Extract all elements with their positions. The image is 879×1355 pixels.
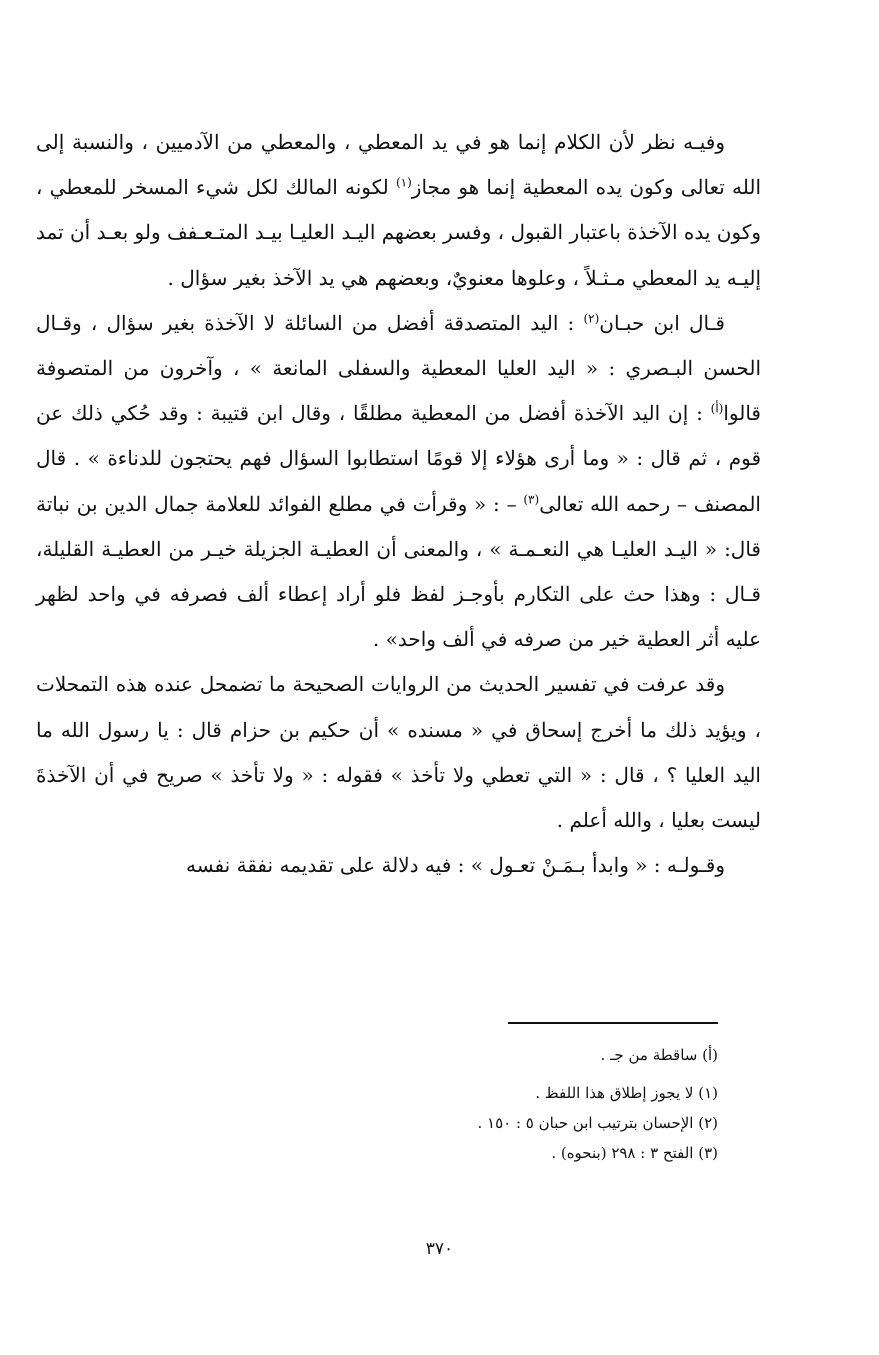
paragraph-4: وقـولـه : « وابدأ بـمَـنْ تعـول » : فيه دلالة على تقديمه نفقة نفسه	[185, 853, 725, 878]
footnote-3: (٣) الفتح ٣ : ٢٩٨ (بنحوه) .	[551, 1144, 718, 1162]
footnote-1: (١) لا يجوز إطلاق هذا اللفظ .	[535, 1084, 718, 1102]
paragraph-2-text-d: – : « وقرأت في مطلع الفوائد للعلامة جمال الدين بن نباتة قال: « اليـد العليـا هي النعـمـة » ، والمعنى أن العطيـة الجزيلة خيـر من العطيـة القليلة، قـال : وهذا حث على التكارم بأوجـز لفظ فلو أراد إعطاء ألف فصرفه في واحد لظهر عليه أثر العطية خير من صرفه في ألف واحد» .	[36, 491, 761, 652]
paragraph-2	[36, 301, 761, 663]
footnote-ref-2: (٢)	[583, 311, 600, 326]
paragraph-1-text-b: لكونه المالك لكل شيء المسخر للمعطي ، وكون يده الآخذة باعتبار القبول ، وفسر بعضهم اليـد العليـا بيـد المتـعـفف ولو بعـد أن تمد إليـه يد المعطي مـثـلاً ، وعلوها معنويٌ، وبعضهم هي يد الآخذ بغير سؤال .	[36, 175, 761, 290]
footnote-ref-3: (٣)	[523, 491, 540, 506]
footnotes	[300, 1040, 718, 1168]
footnote-ref-alpha: (أ)	[710, 401, 724, 416]
paragraph-2-text-b: : اليد المتصدقة أفضل من السائلة لا الآخذة بغير سؤال ، وقـال الحسن البـصري : « اليد العليا المعطية والسفلى المانعة » ، وآخرون من المتصوفة قالوا	[36, 310, 761, 426]
footnote-gap	[300, 1070, 718, 1078]
footnote-alpha: (أ) ساقطة من جـ .	[600, 1046, 718, 1064]
paragraph-1-text-a: وفيـه نظر لأن الكلام إنما هو في يد المعطي ، والمعطي من الآدميين ، والنسبة إلى الله تعالى وكون يده المعطية إنما هو مجاز	[36, 130, 762, 200]
paragraph-2-text-c: : إن اليد الآخذة أفضل من المعطية مطلقًا ، وقال ابن قتيبة : وقد حُكي ذلك عن قوم ، ثم قال : « وما أرى هؤلاء إلا قومًا استطابوا السؤال فهم يحتجون للدناءة » . قال المصنف – رحمه الله تعالى	[36, 401, 761, 516]
paragraph-3: وقد عرفت في تفسير الحديث من الروايات الصحيحة ما تضمحل عنده هذه التمحلات ، ويؤيد ذلك ما أخرج إسحاق في « مسنده » أن حكيم بن حزام قال : يا رسول الله ما اليد العليا ؟ ، قال : « التي تعطي ولا تأخذ » فقوله : « ولا تأخذ » صريح في أن الآخذةَ ليست بعليا ، والله أعلم .	[36, 672, 761, 833]
footnote-divider	[508, 1022, 718, 1024]
footnote-2: (٢) الإحسان بترتيب ابن حبان ٥ : ١٥٠ .	[477, 1114, 718, 1132]
paragraph-2-text-a: قـال ابن حبـان	[599, 310, 725, 335]
paragraph-1	[36, 120, 761, 301]
main-text	[36, 120, 761, 888]
footnote-ref-1: (١)	[395, 175, 412, 190]
page-number: ٣٧٠	[425, 1239, 454, 1259]
